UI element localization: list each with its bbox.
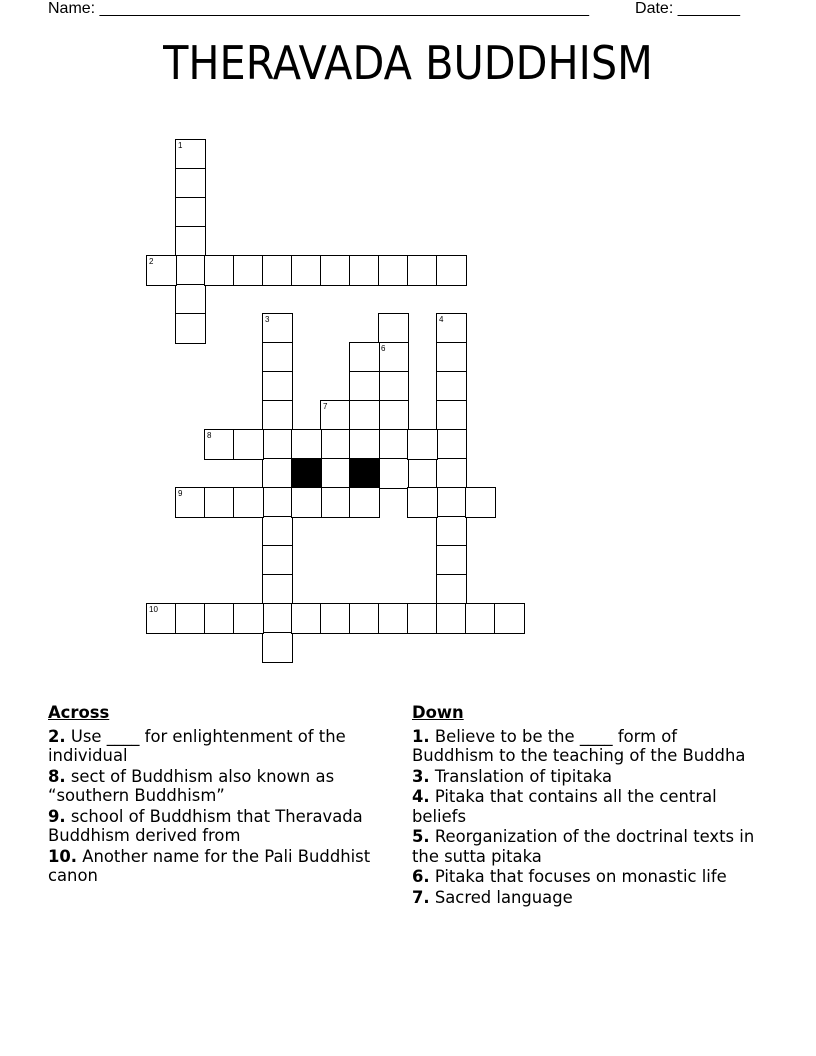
grid-cell[interactable] (175, 139, 206, 170)
page-title: THERAVADA BUDDHISM (163, 36, 653, 90)
clue-text: school of Buddhism that Theravada Buddhism derived from (48, 806, 363, 845)
grid-cell[interactable] (378, 458, 409, 489)
clue-text: Reorganization of the doctrinal texts in the sutta pitaka (412, 827, 755, 866)
clue-number-label: 10 (149, 605, 158, 614)
clue-number: 5. (412, 827, 430, 846)
clue-number: 2. (48, 726, 66, 746)
grid-cell[interactable] (378, 255, 409, 286)
across-clues (48, 703, 393, 887)
grid-cell[interactable] (262, 458, 293, 489)
grid-cell[interactable] (204, 429, 235, 460)
grid-cell[interactable] (175, 197, 206, 228)
grid-cell[interactable] (494, 603, 525, 634)
grid-cell[interactable] (175, 226, 206, 257)
grid-cell[interactable] (291, 487, 322, 518)
grid-cell[interactable] (291, 603, 322, 634)
clue-number-label: 2 (149, 257, 154, 266)
grid-cell[interactable] (204, 487, 235, 518)
grid-cell[interactable] (349, 342, 380, 373)
grid-cell[interactable] (262, 574, 293, 605)
grid-cell[interactable] (436, 429, 467, 460)
clue-down-6 (412, 867, 762, 887)
grid-cell[interactable] (349, 487, 380, 518)
clue-text: Pitaka that focuses on monastic life (434, 867, 727, 886)
grid-cell[interactable] (146, 255, 177, 286)
grid-cell[interactable] (175, 487, 206, 518)
clue-number-label: 1 (178, 141, 183, 150)
clue-down-5 (412, 827, 762, 866)
grid-cell[interactable] (407, 255, 438, 286)
grid-cell[interactable] (262, 545, 293, 576)
clue-across-2 (48, 727, 393, 766)
grid-cell[interactable] (436, 458, 467, 489)
grid-cell[interactable] (349, 371, 380, 402)
grid-cell[interactable] (378, 429, 409, 460)
grid-cell[interactable] (378, 342, 409, 373)
grid-cell[interactable] (436, 603, 467, 634)
grid-cell[interactable] (378, 371, 409, 402)
grid-cell[interactable] (262, 429, 293, 460)
grid-cell[interactable] (378, 603, 409, 634)
clue-text: Translation of tipitaka (434, 766, 613, 786)
grid-cell[interactable] (349, 429, 380, 460)
clue-down-7 (412, 888, 762, 908)
date-field-label: Date: _______ (635, 0, 740, 17)
grid-cell[interactable] (349, 603, 380, 634)
grid-cell[interactable] (204, 255, 235, 286)
grid-cell[interactable] (436, 313, 467, 344)
clue-across-9 (48, 807, 393, 846)
grid-cell[interactable] (262, 516, 293, 547)
clue-number: 3. (412, 766, 430, 786)
grid-cell[interactable] (320, 603, 351, 634)
grid-cell[interactable] (320, 429, 351, 460)
grid-cell[interactable] (262, 371, 293, 402)
grid-cell[interactable] (146, 603, 177, 634)
grid-cell[interactable] (204, 603, 235, 634)
clue-down-4 (412, 787, 762, 826)
grid-cell[interactable] (465, 487, 496, 518)
grid-cell[interactable] (175, 313, 206, 344)
clue-number: 4. (412, 787, 430, 806)
grid-cell[interactable] (262, 632, 293, 663)
grid-cell[interactable] (320, 458, 351, 489)
grid-cell[interactable] (262, 342, 293, 373)
grid-cell[interactable] (175, 255, 206, 286)
name-field-label: Name: _______________________________________________________ (48, 0, 589, 17)
grid-cell[interactable] (262, 400, 293, 431)
clue-number: 6. (412, 867, 430, 886)
grid-cell[interactable] (320, 400, 351, 431)
grid-cell[interactable] (436, 255, 467, 286)
clue-number: 1. (412, 726, 430, 746)
grid-cell-blocked (349, 458, 380, 489)
clue-down-3 (412, 767, 762, 787)
grid-cell[interactable] (407, 487, 438, 518)
grid-cell[interactable] (175, 603, 206, 634)
clue-number: 8. (48, 766, 66, 786)
grid-cell[interactable] (436, 574, 467, 605)
grid-cell[interactable] (262, 255, 293, 286)
grid-cell[interactable] (291, 255, 322, 286)
clue-text: Believe to be the ____ form of Buddhism to the teaching of the Buddha (412, 726, 746, 765)
grid-cell[interactable] (407, 429, 438, 460)
clue-text: Pitaka that contains all the central beliefs (412, 787, 717, 826)
clue-down-1 (412, 727, 762, 766)
grid-cell[interactable] (436, 516, 467, 547)
clue-across-10 (48, 847, 393, 886)
clue-number-label: 8 (207, 431, 212, 440)
grid-cell[interactable] (320, 487, 351, 518)
grid-cell[interactable] (233, 255, 264, 286)
clue-text: Use ____ for enlightenment of the individual (48, 726, 346, 765)
grid-cell[interactable] (262, 603, 293, 634)
clue-number-label: 7 (323, 402, 328, 411)
grid-cell[interactable] (436, 371, 467, 402)
grid-cell[interactable] (262, 313, 293, 344)
clue-number: 10. (48, 846, 78, 866)
grid-cell[interactable] (349, 255, 380, 286)
clue-text: sect of Buddhism also known as “southern Buddhism” (48, 766, 335, 805)
grid-cell[interactable] (175, 284, 206, 315)
grid-cell[interactable] (465, 603, 496, 634)
grid-cell[interactable] (349, 400, 380, 431)
down-heading: Down (412, 703, 464, 722)
grid-cell[interactable] (233, 429, 264, 460)
clue-number: 9. (48, 806, 66, 826)
grid-cell[interactable] (378, 313, 409, 344)
grid-cell-blocked (291, 458, 322, 489)
grid-cell[interactable] (407, 603, 438, 634)
grid-cell[interactable] (436, 342, 467, 373)
grid-cell[interactable] (320, 255, 351, 286)
grid-cell[interactable] (436, 487, 467, 518)
grid-cell[interactable] (233, 603, 264, 634)
across-heading: Across (48, 703, 110, 722)
down-clues (412, 703, 762, 908)
clue-number-label: 6 (381, 344, 386, 353)
clue-across-8 (48, 767, 393, 806)
grid-cell[interactable] (233, 487, 264, 518)
grid-cell[interactable] (436, 545, 467, 576)
clue-number: 7. (412, 887, 430, 907)
clue-text: Sacred language (434, 887, 573, 907)
grid-cell[interactable] (378, 400, 409, 431)
grid-cell[interactable] (262, 487, 293, 518)
clue-number-label: 9 (178, 489, 183, 498)
grid-cell[interactable] (291, 429, 322, 460)
clue-number-label: 4 (439, 315, 444, 324)
grid-cell[interactable] (175, 168, 206, 199)
clue-number-label: 3 (265, 315, 270, 324)
clue-text: Another name for the Pali Buddhist canon (48, 846, 371, 885)
grid-cell[interactable] (436, 400, 467, 431)
